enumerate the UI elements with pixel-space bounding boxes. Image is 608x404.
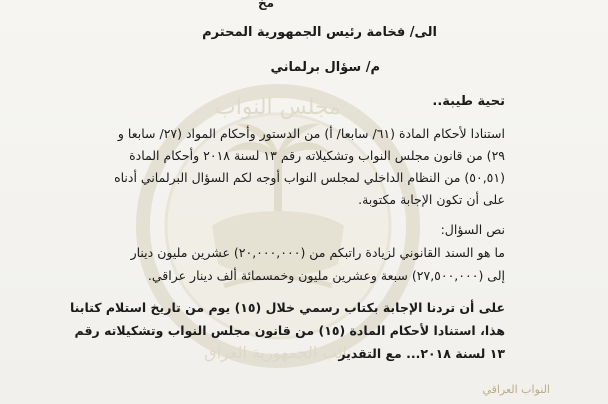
body-line: ٢٩) من قانون مجلس النواب وتشكيلاته رقم ١٣ لسنة ٢٠١٨ وأحكام المادة [129, 148, 505, 163]
map-emblem-icon [212, 211, 344, 276]
closing-line: على أن تردنا الإجابة بكتاب رسمي خلال (١٥) يوم من تاريخ استلام كتابنا [69, 300, 505, 315]
question-line: ما هو السند القانوني لزيادة راتبكم من (٢٠,٠٠٠,٠٠٠) عشرين مليون دينار [130, 245, 505, 260]
svg-text:مجلس النواب: مجلس النواب [215, 95, 341, 120]
watermark-corner-text: النواب العراقي [482, 383, 550, 396]
body-line: (٥٠,٥١) من النظام الداخلي لمجلس النواب أوجه لكم السؤال البرلماني أدناه [114, 170, 505, 185]
question-heading: نص السؤال: [440, 222, 505, 237]
closing-line: هذا، استنادا لأحكام المادة (١٥) من قانون مجلس النواب وتشكيلاته رقم [74, 323, 505, 338]
body-line: استنادا لأحكام المادة (٦١/ سابعا/ أ) من الدستور وأحكام المواد (٢٧/ سابعا و [117, 126, 505, 141]
subject-line: م/ سؤال برلماني [270, 60, 380, 75]
closing-line: ١٣ لسنة ٢٠١٨... مع التقدير [338, 346, 505, 361]
body-line: على أن تكون الإجابة مكتوبة. [358, 192, 505, 207]
svg-text:نائب الجمهورية العراق: نائب الجمهورية العراق [204, 343, 352, 362]
recipient-line: الى/ فخامة رئيس الجمهورية المحترم [202, 25, 437, 40]
question-line: إلى (٢٧,٥٠٠,٠٠٠) سبعة وعشرين مليون وخمسمائة ألف دينار عراقي. [147, 268, 505, 283]
greeting-line: تحية طيبة.. [432, 94, 505, 109]
top-fragment: مخ [258, 0, 275, 10]
